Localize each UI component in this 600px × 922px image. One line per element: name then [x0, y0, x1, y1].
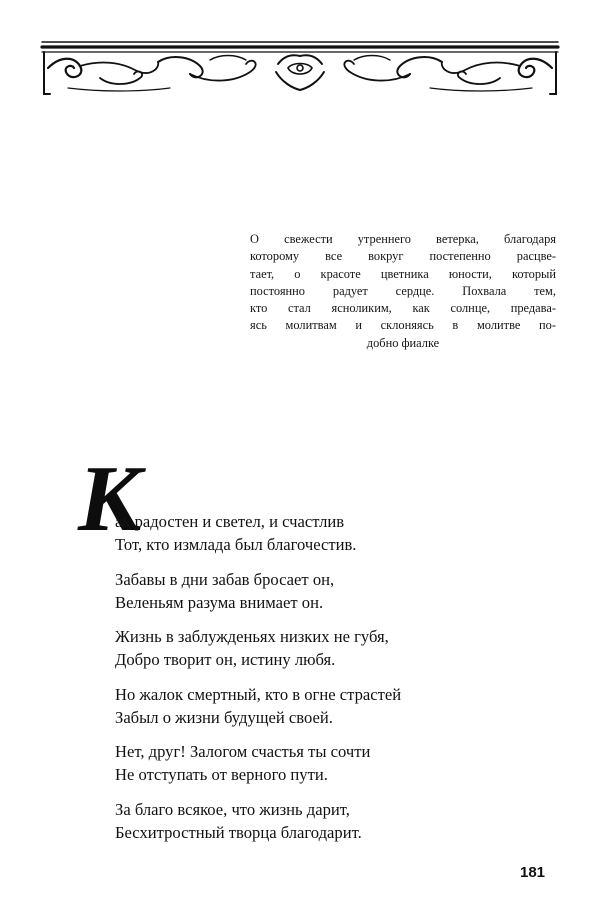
poem-line: Но жалок смертный, кто в огне страстей: [115, 684, 402, 704]
page-number: 181: [520, 864, 546, 881]
poem-first-line: ак радостен и светел, и счастлив: [115, 512, 345, 531]
poem-line: Нет, друг! Залогом счастья ты сочти: [115, 742, 371, 762]
epigraph-line: добно фиалке: [366, 335, 440, 350]
epigraph-line: ясь молитвам и склоняясь в молитве по-: [250, 318, 556, 333]
poem-line: Добро творит он, истину любя.: [115, 650, 336, 670]
poem-stanza: [115, 510, 515, 556]
poem-stanza: [115, 798, 515, 844]
epigraph-line: кто стал ясноликим, как солнце, предава-: [250, 301, 556, 316]
epigraph-line: которому все вокруг постепенно расцве-: [250, 249, 556, 264]
poem-stanza: [115, 568, 515, 614]
epigraph-line: постоянно радует сердце. Похвала тем,: [250, 283, 556, 298]
poem-line: Тот, кто измлада был благочестив.: [115, 535, 357, 554]
epigraph-line: тает, о красоте цветника юности, который: [250, 266, 556, 281]
poem-stanza: [115, 683, 515, 729]
poem-line: Забыл о жизни будущей своей.: [115, 707, 333, 727]
poem-line: Жизнь в заблужденьях низких не губя,: [115, 627, 389, 647]
drop-cap-initial: К: [78, 447, 142, 551]
poem-line: Бесхитростный творца благодарит.: [115, 822, 362, 842]
poem-body: [115, 510, 515, 856]
poem-line: Не отступать от верного пути.: [115, 765, 328, 785]
epigraph-block: [250, 231, 556, 352]
poem-stanza: [115, 625, 515, 671]
poem-line: Забавы в дни забав бросает он,: [115, 569, 335, 589]
ornamental-header-band-icon: [40, 38, 560, 98]
poem-line: За благо всякое, что жизнь дарит,: [115, 799, 350, 819]
poem-line: Веленьям разума внимает он.: [115, 592, 324, 612]
poem-stanza: [115, 740, 515, 786]
epigraph-line: О свежести утреннего ветерка, благодаря: [250, 232, 556, 246]
